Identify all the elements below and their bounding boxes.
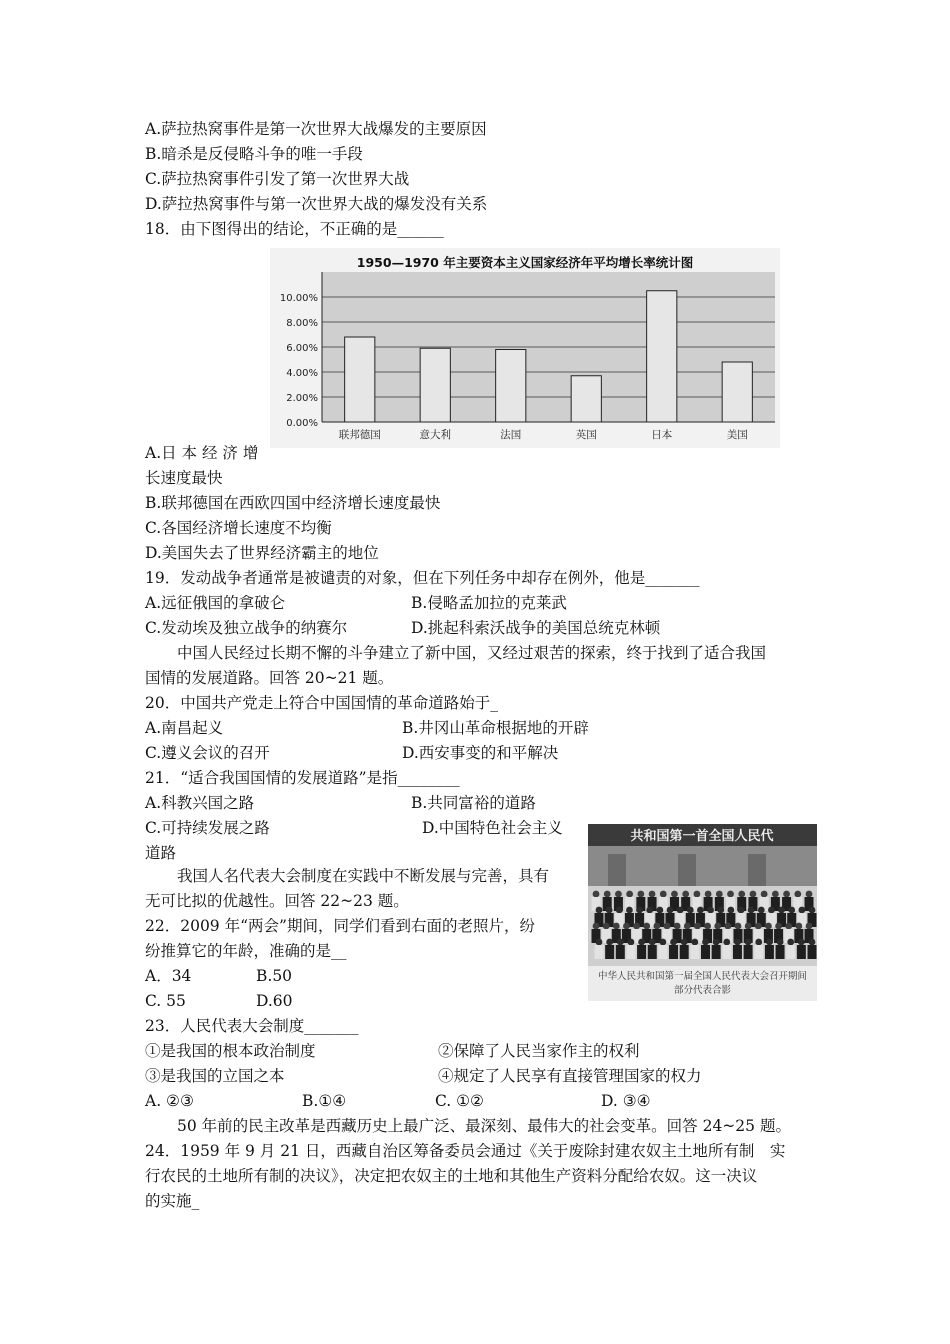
person-head [606,907,613,914]
q21-option-b: B.共同富裕的道路 [411,794,536,812]
person-head [795,923,802,930]
person-body [658,945,667,959]
person-head [638,939,645,946]
person-head [758,907,765,914]
person-head [723,939,730,946]
q23-item-4: ④规定了人民享有直接管理国家的权力 [438,1067,702,1085]
y-tick-label: 10.00% [279,293,318,304]
person-head [745,923,752,930]
person-head [705,891,712,898]
person-head [596,907,603,914]
q18-option-a-part1: A.日 本 经 济 增 [145,444,259,462]
q24-question-line3: 的实施_ [145,1192,200,1210]
person-head [765,923,772,930]
x-tick-label: 日本 [651,429,673,441]
person-head [667,907,674,914]
person-head [660,939,667,946]
bar-日本 [647,291,677,422]
q19-option-d: D.挑起科索沃战争的美国总统克林顿 [411,619,661,637]
passage-22-23-line2: 无可比拟的优越性。回答 22~23 题。 [145,892,409,910]
person-head [806,923,813,930]
person-head [702,939,709,946]
person-head [617,939,624,946]
q18-option-b: B.联邦德国在西欧四国中经济增长速度最快 [145,494,441,512]
q23-option-c: C. ①② [435,1092,484,1110]
person-head [682,891,689,898]
x-tick-label: 法国 [500,429,522,441]
person-head [693,891,700,898]
y-tick-label: 2.00% [286,393,318,404]
person-head [596,939,603,946]
q20-question: 20．中国共产党走上符合中国国情的革命道路始于_ [145,694,498,712]
person-head [775,923,782,930]
person-head [653,923,660,930]
q17-option-d: D.萨拉热窝事件与第一次世界大战的爆发没有关系 [145,195,488,213]
person-head [626,907,633,914]
npc-group-photo [588,824,817,1001]
person-body [722,945,731,959]
person-body [786,945,795,959]
bar-意大利 [420,348,450,422]
q21-option-d-part2: 道路 [145,844,177,862]
q23-option-d: D. ③④ [601,1092,651,1110]
y-tick-label: 8.00% [286,318,318,329]
person-head [717,907,724,914]
person-head [704,923,711,930]
x-tick-label: 联邦德国 [338,429,381,441]
person-head [735,923,742,930]
person-head [616,907,623,914]
person-head [809,907,816,914]
q23-item-3: ③是我国的立国之本 [145,1067,285,1085]
person-head [768,907,775,914]
person-head [681,939,688,946]
person-body [808,945,817,959]
growth-rate-chart [270,248,780,448]
bar-法国 [496,350,526,423]
q22-question-line1: 22．2009 年“两会”期间，同学们看到右面的老照片，纷 [145,917,535,935]
person-body [637,945,646,959]
person-body [669,945,678,959]
q22-option-b: B.50 [256,967,293,985]
bar-美国 [722,362,752,422]
q24-question-line2: 行农民的土地所有制的决议》，决定把农奴主的土地和其他生产资料分配给农奴。这一决议 [145,1167,758,1185]
q23-option-a: A. ②③ [145,1092,194,1110]
person-body [648,945,657,959]
person-head [809,939,816,946]
person-head [660,891,667,898]
person-head [707,907,714,914]
x-tick-label: 美国 [726,429,748,441]
q17-option-b: B.暗杀是反侵略斗争的唯一手段 [145,145,363,163]
person-head [684,923,691,930]
person-body [754,945,763,959]
x-tick-label: 意大利 [419,429,451,441]
y-tick-label: 4.00% [286,368,318,379]
person-head [761,891,768,898]
person-head [670,939,677,946]
person-head [785,923,792,930]
person-head [623,923,630,930]
person-head [798,939,805,946]
person-body [690,945,699,959]
q23-item-1: ①是我国的根本政治制度 [145,1042,316,1060]
photo-banner-text: 共和国第一首全国人民代 [630,829,774,844]
person-head [646,907,653,914]
person-head [724,923,731,930]
person-head [694,923,701,930]
person-head [750,891,757,898]
photo-caption-line1: 中华人民共和国第一届全国人民代表大会召开期间 [597,971,807,982]
person-head [593,923,600,930]
q21-question: 21．“适合我国国情的发展道路”是指________ [145,769,460,787]
person-head [738,907,745,914]
q23-option-b: B.①④ [302,1092,347,1110]
q19-question: 19．发动战争者通常是被谴责的对象，但在下列任务中却存在例外，他是_______ [145,569,700,587]
q18-option-d: D.美国失去了世界经济霸主的地位 [145,544,379,562]
q20-option-a: A.南昌起义 [145,719,224,737]
person-head [713,939,720,946]
person-head [697,907,704,914]
q20-option-b: B.井冈山革命根据地的开辟 [402,719,589,737]
q20-option-c: C.遵义会议的召开 [145,744,270,762]
person-body [626,945,635,959]
q23-item-2: ②保障了人民当家作主的权利 [438,1042,640,1060]
bar-英国 [571,376,601,422]
person-head [772,891,779,898]
person-body [595,945,604,959]
person-head [734,939,741,946]
person-head [748,907,755,914]
person-head [649,891,656,898]
person-head [677,907,684,914]
person-head [755,939,762,946]
person-head [738,891,745,898]
person-head [606,939,613,946]
person-body [605,945,614,959]
person-head [603,923,610,930]
q21-option-c: C.可持续发展之路 [145,819,270,837]
person-body [616,945,625,959]
q19-option-c: C.发动埃及独立战争的纳赛尔 [145,619,348,637]
person-head [664,923,671,930]
q22-question-line2: 纷推算它的年龄，准确的是__ [145,942,347,960]
q20-option-d: D.西安事变的和平解决 [402,744,559,762]
person-head [671,891,678,898]
person-head [691,939,698,946]
person-body [776,945,785,959]
person-head [727,907,734,914]
q22-option-d: D.60 [256,992,293,1010]
person-body [744,945,753,959]
person-head [626,891,633,898]
y-tick-label: 6.00% [286,343,318,354]
person-head [593,891,600,898]
y-tick-label: 0.00% [286,418,318,429]
person-head [649,939,656,946]
passage-24-25: 50 年前的民主改革是西藏历史上最广泛、最深刻、最伟大的社会变革。回答 24~25 题。 [177,1117,791,1135]
person-head [766,939,773,946]
person-body [712,945,721,959]
person-body [733,945,742,959]
q19-option-a: A.远征俄国的拿破仑 [145,594,286,612]
chart-title: 1950—1970 年主要资本主义国家经济年平均增长率统计图 [356,255,694,270]
person-head [643,923,650,930]
q18-question: 18．由下图得出的结论，不正确的是______ [145,220,444,238]
passage-20-21-line2: 国情的发展道路。回答 20~21 题。 [145,669,394,687]
q23-question: 23．人民代表大会制度_______ [145,1017,359,1035]
q17-option-a: A.萨拉热窝事件是第一次世界大战爆发的主要原因 [145,120,487,138]
person-head [727,891,734,898]
person-head [628,939,635,946]
q19-option-b: B.侵略孟加拉的克莱武 [411,594,567,612]
photo-caption-line2: 部分代表合影 [673,985,731,996]
person-head [778,907,785,914]
person-head [604,891,611,898]
x-tick-label: 英国 [575,429,597,441]
person-head [794,891,801,898]
person-head [674,923,681,930]
person-head [613,923,620,930]
passage-20-21-line1: 中国人民经过长期不懈的斗争建立了新中国，又经过艰苦的探索，终于找到了适合我国 [177,644,767,662]
person-head [755,923,762,930]
person-head [656,907,663,914]
person-head [687,907,694,914]
person-body [797,945,806,959]
passage-22-23-line1: 我国人名代表大会制度在实践中不断发展与完善，具有 [177,867,550,885]
person-head [714,923,721,930]
person-body [765,945,774,959]
q17-option-c: C.萨拉热窝事件引发了第一次世界大战 [145,170,410,188]
person-head [777,939,784,946]
q24-question-line1: 24．1959 年 9 月 21 日，西藏自治区筹备委员会通过《关于废除封建农奴主土地所有制 实 [145,1142,786,1160]
person-head [633,923,640,930]
bar-联邦德国 [345,337,375,422]
q22-option-c: C. 55 [145,992,186,1010]
person-head [798,907,805,914]
q22-option-a: A．34 [145,967,192,985]
person-body [701,945,710,959]
person-head [783,891,790,898]
q18-option-a-part2: 长速度最快 [145,469,223,487]
person-head [716,891,723,898]
person-head [788,907,795,914]
person-head [636,907,643,914]
person-head [615,891,622,898]
person-head [637,891,644,898]
q21-option-d-part1: D.中国特色社会主义 [422,819,563,837]
person-head [745,939,752,946]
person-head [787,939,794,946]
person-body [680,945,689,959]
person-head [806,891,813,898]
q21-option-a: A.科教兴国之路 [145,794,255,812]
q18-option-c: C.各国经济增长速度不均衡 [145,519,332,537]
